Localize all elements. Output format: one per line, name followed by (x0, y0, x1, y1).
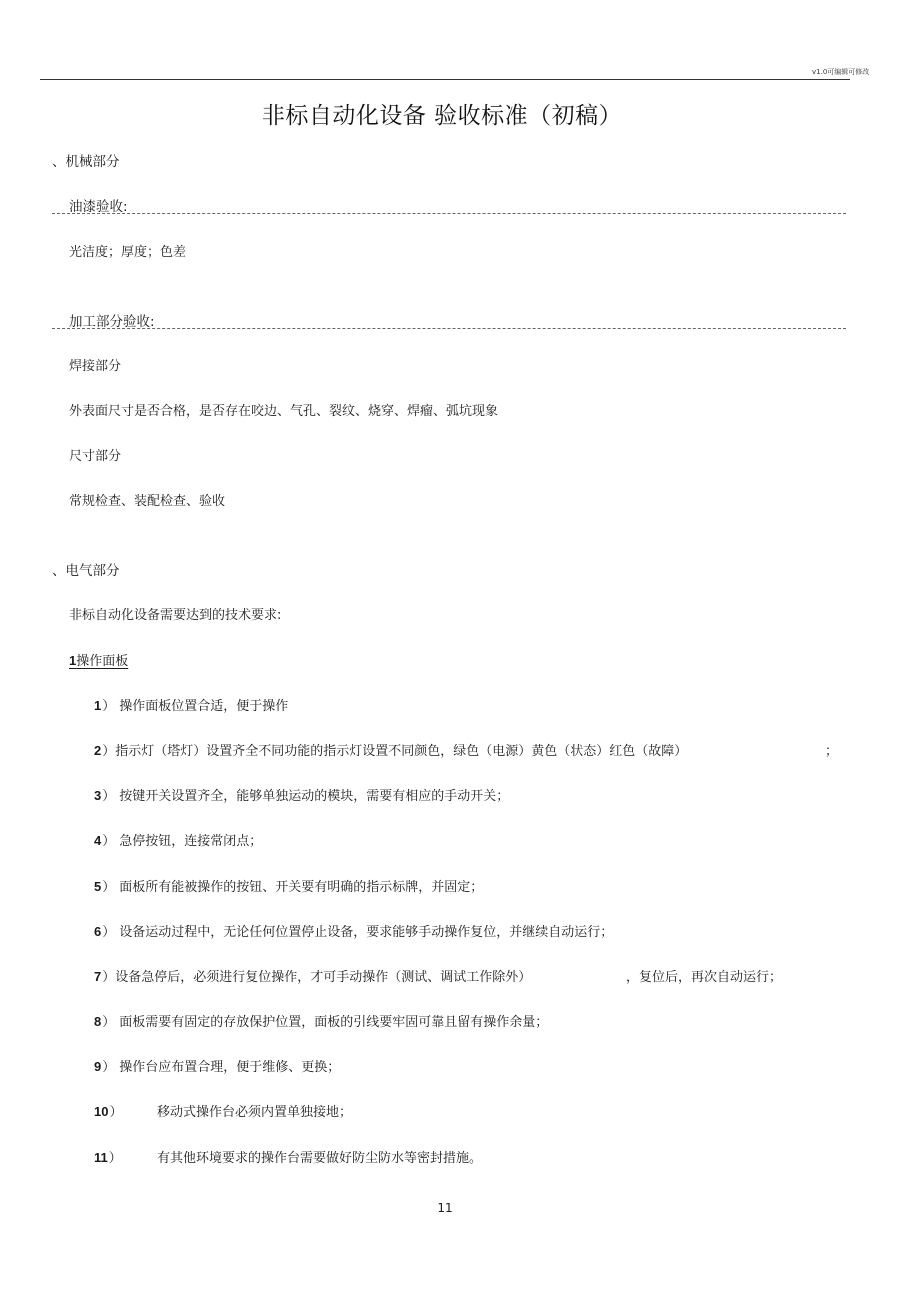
list-item-number: 8 (94, 1014, 102, 1029)
header-version-note: v1.0可编辑可修改 (812, 68, 870, 76)
processing-inspection-label: 加工部分验收: (69, 314, 155, 330)
list-item (94, 785, 509, 804)
dimension-description: 常规检查、装配检查、验收 (69, 494, 226, 509)
page-title: 非标自动化设备 验收标准（初稿） (261, 103, 623, 129)
list-item-paren: ） (102, 1060, 116, 1075)
list-item-number: 9 (94, 1059, 102, 1074)
list-item (94, 830, 262, 849)
list-item (94, 1056, 340, 1075)
list-item (94, 1147, 122, 1166)
list-item-tail: ； (825, 744, 839, 759)
list-item-paren: ） (108, 1151, 122, 1166)
list-item-number: 11 (94, 1150, 108, 1165)
list-item-text: 设备急停后，必须进行复位操作，才可手动操作（测试、调试工作除外） (115, 970, 532, 985)
list-item-text: 设备运动过程中，无论任何位置停止设备，要求能够手动操作复位，并继续自动运行； (119, 925, 614, 940)
list-item-paren: ） (109, 1105, 123, 1120)
list-item-text: 操作面板位置合适，便于操作 (119, 699, 289, 714)
list-item-text: 急停按钮，连接常闭点； (119, 834, 263, 849)
operation-panel-heading (69, 650, 128, 669)
dimension-heading: 尺寸部分 (69, 449, 122, 464)
list-item-paren: ） (102, 699, 116, 714)
list-item (94, 876, 483, 895)
list-item-number: 6 (94, 924, 102, 939)
list-item-tail: ，复位后，再次自动运行； (626, 970, 783, 985)
operation-panel-title: 操作面板 (76, 654, 129, 669)
list-item-paren: ） (102, 970, 116, 985)
list-item-paren: ） (102, 880, 116, 895)
list-item-number: 10 (94, 1104, 109, 1119)
header-rule (40, 79, 850, 80)
page-number: 11 (437, 1201, 453, 1215)
processing-label-rule (52, 328, 846, 329)
list-item-number: 4 (94, 833, 102, 848)
list-item-text: 按键开关设置齐全，能够单独运动的模块，需要有相应的手动开关； (119, 789, 510, 804)
paint-label-rule (52, 213, 846, 214)
list-item (94, 695, 288, 714)
list-item-text: 有其他环境要求的操作台需要做好防尘防水等密封措施。 (157, 1151, 483, 1166)
list-item-paren: ） (102, 744, 116, 759)
list-item-text: 移动式操作台必须内置单独接地； (157, 1105, 353, 1120)
list-item-text: 面板需要有固定的存放保护位置，面板的引线要牢固可靠且留有操作余量； (119, 1015, 549, 1030)
list-item (94, 1011, 548, 1030)
list-item (94, 921, 613, 940)
list-item-number: 1 (94, 698, 102, 713)
list-item-number: 3 (94, 788, 102, 803)
paint-inspection-label: 油漆验收: (69, 199, 128, 215)
list-item-number: 7 (94, 969, 102, 984)
paint-inspection-content: 光洁度；厚度；色差 (69, 245, 187, 260)
section-heading-mechanical: 、机械部分 (52, 154, 120, 170)
list-item-number: 2 (94, 743, 102, 758)
list-item (94, 966, 531, 985)
electrical-intro: 非标自动化设备需要达到的技术要求: (69, 608, 282, 623)
list-item-number: 5 (94, 879, 102, 894)
welding-description: 外表面尺寸是否合格，是否存在咬边、气孔、裂纹、烧穿、焊瘤、弧坑现象 (69, 404, 499, 419)
list-item-text: 指示灯（塔灯）设置齐全不同功能的指示灯设置不同颜色，绿色（电源）黄色（状态）红色（故障） (115, 744, 688, 759)
list-item-paren: ） (102, 925, 116, 940)
list-item-text: 操作台应布置合理，便于维修、更换； (119, 1060, 341, 1075)
welding-heading: 焊接部分 (69, 359, 122, 374)
list-item-paren: ） (102, 1015, 116, 1030)
list-item (94, 740, 687, 759)
list-item-text: 面板所有能被操作的按钮、开关要有明确的指示标牌，并固定； (119, 880, 484, 895)
operation-panel-number: 1 (69, 653, 77, 668)
section-heading-electrical: 、电气部分 (52, 563, 120, 579)
list-item-paren: ） (102, 834, 116, 849)
list-item (94, 1101, 122, 1120)
list-item-paren: ） (102, 789, 116, 804)
